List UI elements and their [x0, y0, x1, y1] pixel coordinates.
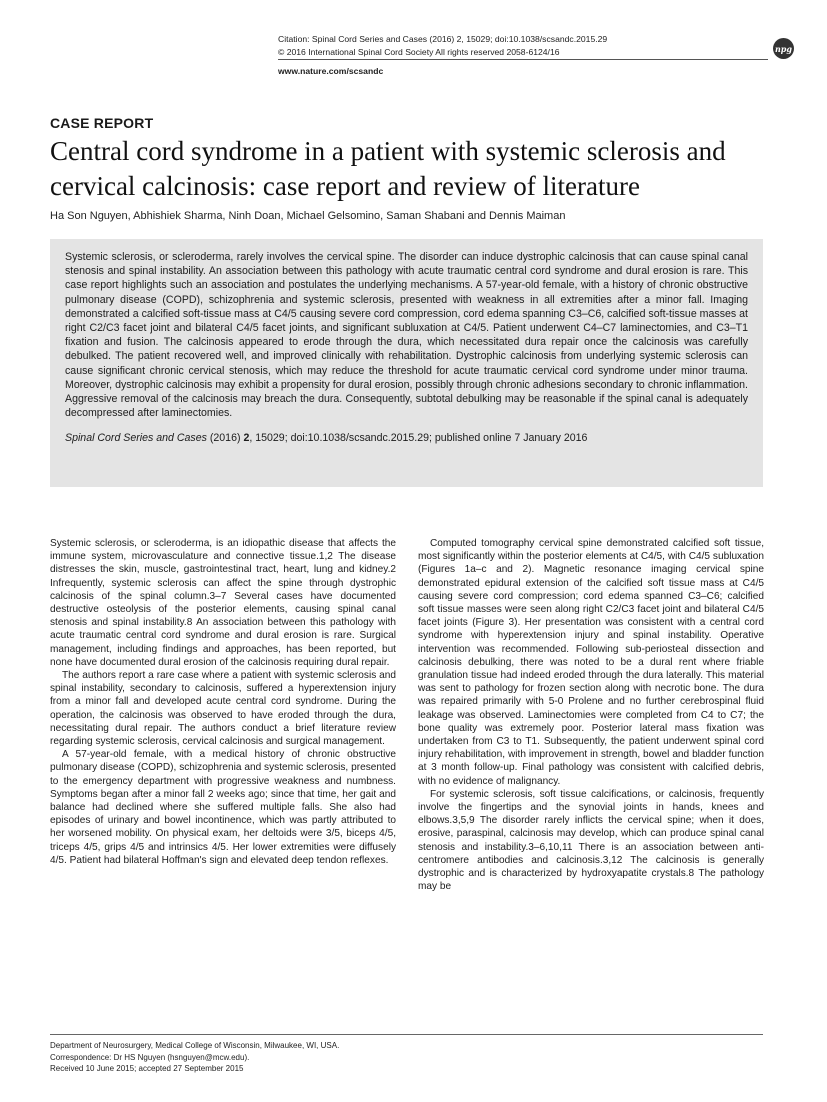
footer-divider [50, 1034, 763, 1035]
citation-line: Citation: Spinal Cord Series and Cases (2016) 2, 15029; doi:10.1038/scsandc.2015.29 [278, 34, 608, 44]
npg-logo-icon: npg [773, 38, 794, 59]
affiliation-note: Department of Neurosurgery, Medical College of Wisconsin, Milwaukee, WI, USA. [50, 1041, 340, 1050]
body-paragraph: Computed tomography cervical spine demonstrated calcified soft tissue, most significantly within the posterior elements at C4/5, with C4/5 subluxation (Figures 1a–c and 2). Magnetic resonance imaging cervical spine demonstrated epidural extension of the calcified soft tissue mass at C4/5 causing severe cord compression; cord edema spanned C3–C6; calcified soft tissue masses were seen along right C2/C3 facet joint and bilateral C4/5 facet joints (Figure 3). Her presentation was consistent with a central cord syndrome with hyperextension injury and spinal instability. Operative intervention was recommended. Following sub-periosteal dissection and calcinosis debulking, there was noted to be a dural rent where friable granulation tissue had indeed eroded through the dura laterally. This material was sent to pathology for frozen section along with necrotic bone. The dura was repaired primarily with 5-0 Prolene and no further cerebrospinal fluid leakage was observed. Laminectomies were completed from C4 to C7; the bone quality was extremely poor. Posterior lateral mass fixation was undertaken from C3 to T1. Subsequently, the patient underwent spinal cord injury rehabilitation, with improvement in strength, bowel and bladder function at 3 month follow-up. Final pathology was consistent with calcified debris, with no evidence of malignancy. [418, 538, 764, 787]
abstract-citation [65, 432, 748, 444]
abstract-box [50, 239, 763, 487]
cite-journal: Spinal Cord Series and Cases [65, 432, 207, 445]
body-column-left [50, 537, 396, 867]
cite-year: (2016) [206, 432, 244, 445]
abstract-text: Systemic sclerosis, or scleroderma, rarely involves the cervical spine. The disorder can induce dystrophic calcinosis that can cause spinal canal stenosis and spinal instability. An association between this pathology with acute traumatic central cord syndrome and dural erosion is rare. This case report highlights such an association and postulates the underlying mechanisms. A 57-year-old female, with a history of chronic obstructive pulmonary disease (COPD), schizophrenia and systemic sclerosis, presented with weakness in all extremities after a minor fall. Imaging demonstrated a calcified soft-tissue mass at C4/5 causing severe cord compression, cord edema spanning C3–C6, calcified soft-tissue masses at right C2/C3 facet joint and bilateral C4/5 facet joints, and significant subluxation at C4/5. Patient underwent C4–C7 laminectomies, and C3–T1 fixation and fusion. The calcinosis appeared to erode through the dura, which necessitated dura repair once the calcinosis was carefully debulked. The patient recovered well, and improved clinically with rehabilitation. Dystrophic calcinosis from underlying systemic sclerosis can cause significant chronic cervical stenosis, which may reduce the threshold for acute traumatic cervical cord syndrome under minor trauma. Moreover, dystrophic calcinosis may exhibit a propensity for dural erosion, possibly through chronic adhesions secondary to chronic inflammation. Aggressive removal of the calcinosis may breach the dura. Consequently, subtotal debulking may be reasonable if the spinal canal is adequately decompressed after laminectomies. [65, 251, 748, 420]
journal-url-link[interactable]: www.nature.com/scsandc [278, 66, 384, 76]
received-note: Received 10 June 2015; accepted 27 September 2015 [50, 1064, 244, 1073]
copyright-line: © 2016 International Spinal Cord Society All rights reserved 2058-6124/16 [278, 47, 560, 57]
author-list: Ha Son Nguyen, Abhishiek Sharma, Ninh Doan, Michael Gelsomino, Saman Shabani and Dennis Maiman [50, 210, 566, 222]
cite-rest: , 15029; doi:10.1038/scsandc.2015.29; published online 7 January 2016 [249, 432, 588, 445]
correspondence-note: Correspondence: Dr HS Nguyen (hsnguyen@mcw.edu). [50, 1052, 250, 1062]
body-paragraph: Systemic sclerosis, or scleroderma, is an idiopathic disease that affects the immune system, microvasculature and connective tissue.1,2 The disease distresses the skin, muscle, gastrointestinal tract, heart, lung and kidney.2 Infrequently, systemic sclerosis can affect the spine through dystrophic calcinosis of the spinal column.3–7 Several cases have documented destructive osteolysis of the posterior elements, causing spinal canal stenosis and spinal instability.8 An association between this pathology with acute traumatic central cord syndrome and dural erosion is rare. Surgical management, including findings and approaches, has been reported, but none have documented dural erosion of the calcinosis requiring dural repair. [50, 538, 396, 668]
body-column-right [418, 537, 764, 893]
header-divider [278, 59, 768, 60]
article-title: Central cord syndrome in a patient with systemic sclerosis and cervical calcinosis: case report and review of literature [50, 136, 726, 201]
body-paragraph: A 57-year-old female, with a medical history of chronic obstructive pulmonary disease (COPD), schizophrenia and systemic sclerosis, presented to the emergency department with progressive weakness and numbness. Symptoms began after a minor fall 2 weeks ago; since that time, her gait and balance had declined where she suffered multiple falls. She also had episodes of urinary and bowel incontinence, which was partly attributed to her worsened mobility. On physical exam, her deltoids were 3/5, biceps 4/5, triceps 4/5, grips 4/5 and intrinsics 4/5. Her lower extremities were diffusely 4/5. Patient had bilateral Hoffman's sign and elevated deep tendon reflexes. [50, 749, 396, 866]
header-citation-block [278, 33, 607, 59]
body-paragraph: The authors report a rare case where a patient with systemic sclerosis and spinal instability, secondary to calcinosis, suffered a hyperextension injury from a minor fall and developed acute central cord syndrome. During the operation, the calcinosis was observed to have eroded through the dura, necessitating dural repair. The authors conduct a brief literature review regarding systemic sclerosis, cervical calcinosis and surgical management. [50, 670, 396, 748]
body-paragraph: For systemic sclerosis, soft tissue calcifications, or calcinosis, frequently involve the fingertips and the synovial joints in hands, knees and elbows.3,5,9 The disorder rarely inflicts the cervical spine; when it does, erosive, paraspinal, calcinosis may develop, which can produce spinal canal stenosis and instability.3–6,10,11 There is an association between anti-centromere antibodies and calcinosis.3,12 The calcinosis is generally dystrophic and is characterized by hydroxyapatite crystals.8 The pathology may be [418, 788, 764, 893]
footnote-block [50, 1040, 339, 1075]
cite-volume: 2 [243, 432, 250, 445]
article-section-label: CASE REPORT [50, 115, 154, 131]
